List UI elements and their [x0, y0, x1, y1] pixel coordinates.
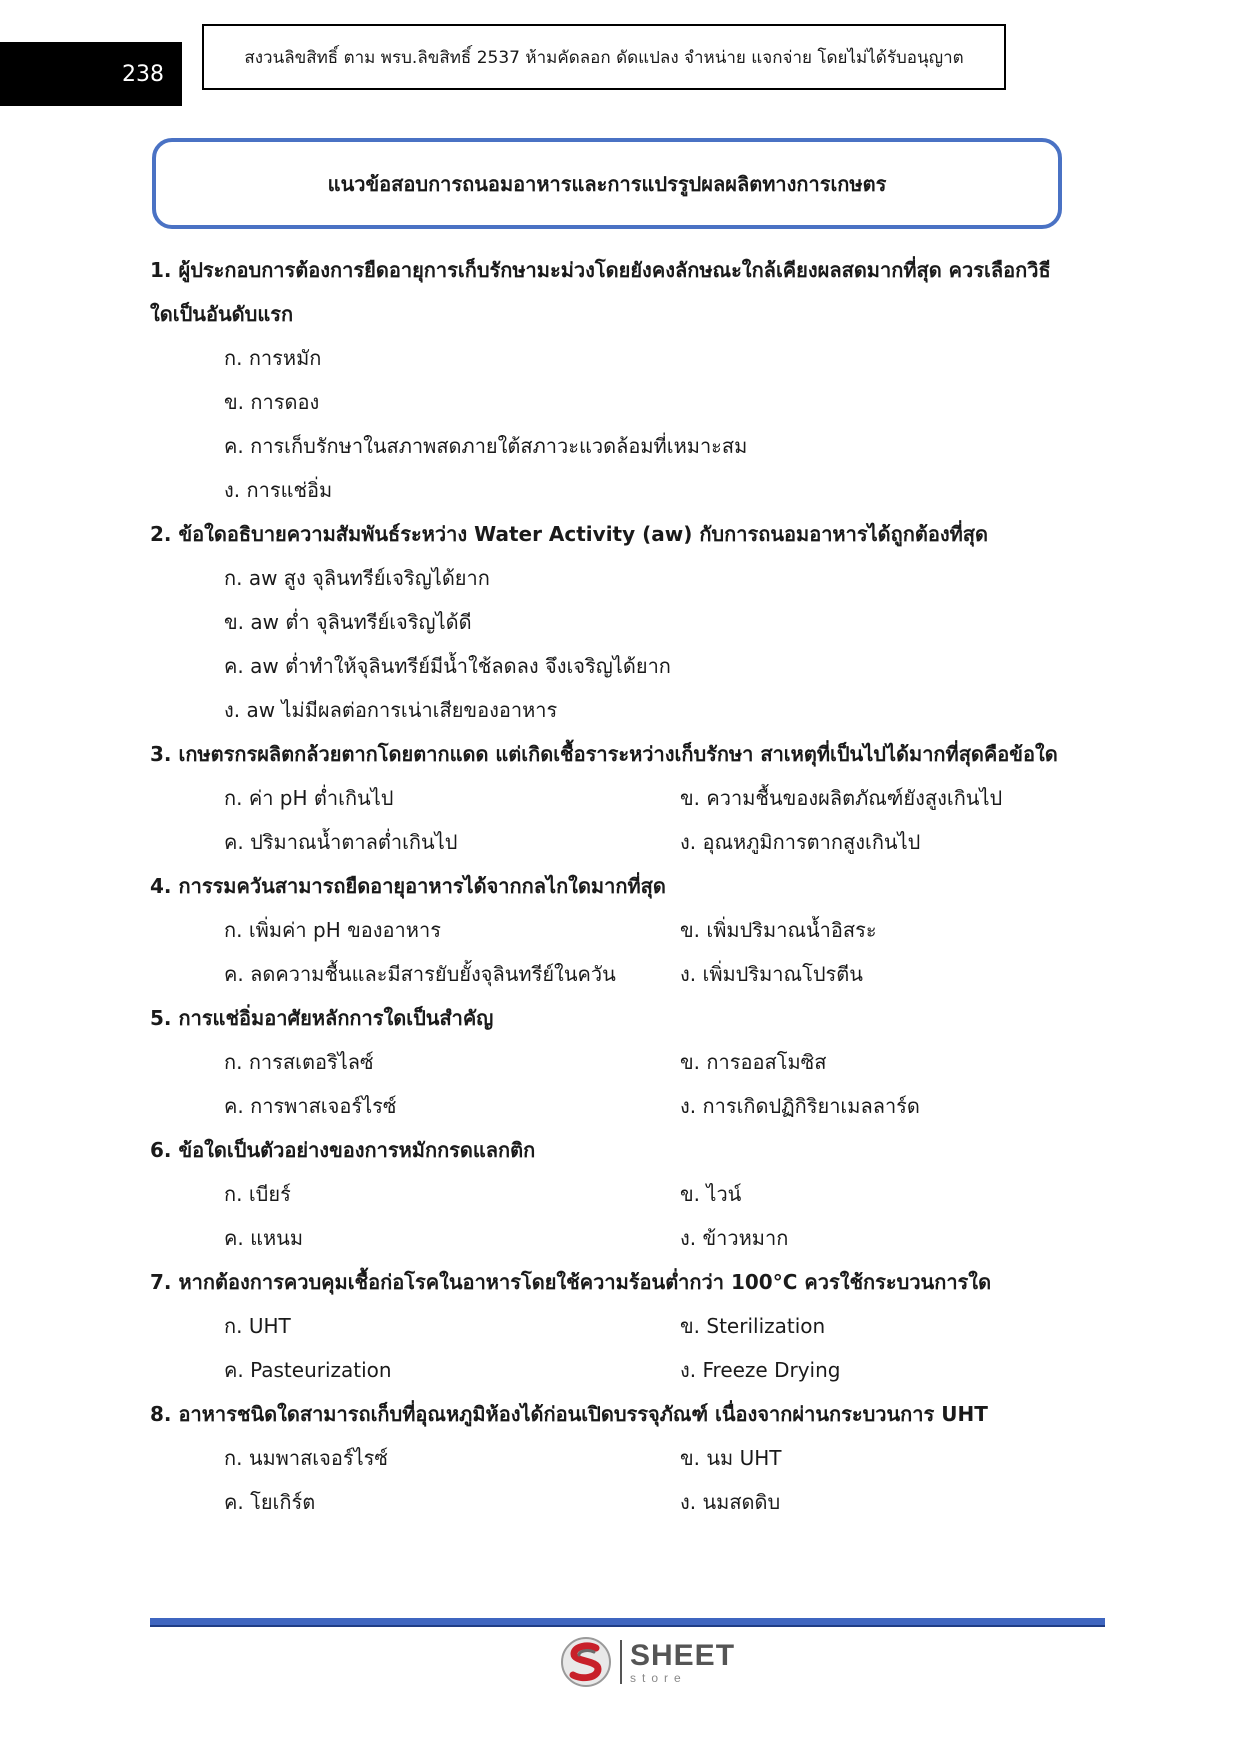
question-5 — [150, 996, 1070, 1128]
choices — [150, 1040, 1070, 1128]
choice-a: ก. นมพาสเจอร์ไรซ์ — [224, 1446, 388, 1470]
choice-c: ค. โยเกิร์ต — [224, 1490, 316, 1514]
choice-b: ข. ความชื้นของผลิตภัณฑ์ยังสูงเกินไป — [680, 786, 1003, 810]
logo-divider — [620, 1640, 622, 1684]
choice-d: ง. aw ไม่มีผลต่อการเน่าเสียของอาหาร — [224, 698, 558, 722]
sheet-store-logo — [560, 1636, 735, 1688]
question-3 — [150, 732, 1070, 864]
choice-a: ก. การสเตอริไลซ์ — [224, 1050, 374, 1074]
choices — [150, 776, 1070, 864]
choice-c: ค. ลดความชื้นและมีสารยับยั้งจุลินทรีย์ในควัน — [224, 962, 616, 986]
question-text: 1. ผู้ประกอบการต้องการยืดอายุการเก็บรักษามะม่วงโดยยังคงลักษณะใกล้เคียงผลสดมากที่สุด ควรเลือกวิธีใดเป็นอันดับแรก — [150, 258, 1051, 326]
choice-a: ก. การหมัก — [224, 346, 322, 370]
choice-b: ข. Sterilization — [680, 1314, 826, 1338]
choice-a: ก. เบียร์ — [224, 1182, 291, 1206]
choices — [150, 556, 1070, 732]
choice-d: ง. การเกิดปฏิกิริยาเมลลาร์ด — [680, 1094, 920, 1118]
question-2 — [150, 512, 1070, 732]
question-text: 4. การรมควันสามารถยืดอายุอาหารได้จากกลไกใดมากที่สุด — [150, 874, 666, 898]
choice-c: ค. การเก็บรักษาในสภาพสดภายใต้สภาวะแวดล้อมที่เหมาะสม — [224, 434, 748, 458]
question-4 — [150, 864, 1070, 996]
choice-b: ข. เพิ่มปริมาณน้ำอิสระ — [680, 918, 877, 942]
question-text: 8. อาหารชนิดใดสามารถเก็บที่อุณหภูมิห้องได้ก่อนเปิดบรรจุภัณฑ์ เนื่องจากผ่านกระบวนการ UHT — [150, 1402, 988, 1426]
choice-c: ค. aw ต่ำทำให้จุลินทรีย์มีน้ำใช้ลดลง จึงเจริญได้ยาก — [224, 654, 671, 678]
choice-d: ง. การแช่อิ่ม — [224, 478, 333, 502]
section-title-box — [152, 138, 1062, 229]
choices — [150, 1436, 1070, 1524]
question-text: 6. ข้อใดเป็นตัวอย่างของการหมักกรดแลกติก — [150, 1138, 536, 1162]
choices — [150, 908, 1070, 996]
choice-d: ง. อุณหภูมิการตากสูงเกินไป — [680, 830, 921, 854]
choice-d: ง. ข้าวหมาก — [680, 1226, 789, 1250]
choice-b: ข. ไวน์ — [680, 1182, 742, 1206]
logo-sub-text: store — [630, 1670, 687, 1685]
copyright-text: สงวนลิขสิทธิ์ ตาม พรบ.ลิขสิทธิ์ 2537 ห้ามคัดลอก ดัดแปลง จำหน่าย แจกจ่าย โดยไม่ได้รับอนุญาต — [244, 47, 964, 68]
copyright-notice — [202, 24, 1006, 90]
choices — [150, 1172, 1070, 1260]
question-7 — [150, 1260, 1070, 1392]
logo-main-text: SHEET — [630, 1638, 736, 1672]
question-8 — [150, 1392, 1070, 1524]
choice-b: ข. aw ต่ำ จุลินทรีย์เจริญได้ดี — [224, 610, 472, 634]
choice-d: ง. Freeze Drying — [680, 1358, 841, 1382]
question-text: 3. เกษตรกรผลิตกล้วยตากโดยตากแดด แต่เกิดเชื้อราระหว่างเก็บรักษา สาเหตุที่เป็นไปได้มากที่สุดคือข้อใด — [150, 742, 1058, 766]
choice-b: ข. นม UHT — [680, 1446, 782, 1470]
choice-a: ก. aw สูง จุลินทรีย์เจริญได้ยาก — [224, 566, 490, 590]
question-6 — [150, 1128, 1070, 1260]
choice-c: ค. แหนม — [224, 1226, 304, 1250]
choice-c: ค. ปริมาณน้ำตาลต่ำเกินไป — [224, 830, 458, 854]
page-number-text: 238 — [122, 61, 164, 87]
logo-text — [630, 1638, 736, 1685]
question-1 — [150, 248, 1070, 512]
logo-s-icon — [560, 1636, 612, 1688]
choice-d: ง. เพิ่มปริมาณโปรตีน — [680, 962, 863, 986]
choice-c: ค. การพาสเจอร์ไรซ์ — [224, 1094, 397, 1118]
question-text: 2. ข้อใดอธิบายความสัมพันธ์ระหว่าง Water Activity (aw) กับการถนอมอาหารได้ถูกต้องที่สุด — [150, 522, 988, 546]
choice-a: ก. UHT — [224, 1314, 291, 1338]
choice-a: ก. ค่า pH ต่ำเกินไป — [224, 786, 394, 810]
question-text: 7. หากต้องการควบคุมเชื้อก่อโรคในอาหารโดยใช้ความร้อนต่ำกว่า 100°C ควรใช้กระบวนการใด — [150, 1270, 992, 1294]
question-text: 5. การแช่อิ่มอาศัยหลักการใดเป็นสำคัญ — [150, 1006, 494, 1030]
choice-a: ก. เพิ่มค่า pH ของอาหาร — [224, 918, 441, 942]
choices — [150, 1304, 1070, 1392]
choice-b: ข. การดอง — [224, 390, 320, 414]
footer-divider — [150, 1618, 1105, 1627]
choice-b: ข. การออสโมซิส — [680, 1050, 827, 1074]
choice-d: ง. นมสดดิบ — [680, 1490, 781, 1514]
section-title: แนวข้อสอบการถนอมอาหารและการแปรรูปผลผลิตทางการเกษตร — [327, 171, 887, 196]
choices — [150, 336, 1070, 512]
choice-c: ค. Pasteurization — [224, 1358, 392, 1382]
page-number — [0, 42, 182, 106]
question-list — [150, 248, 1070, 1524]
